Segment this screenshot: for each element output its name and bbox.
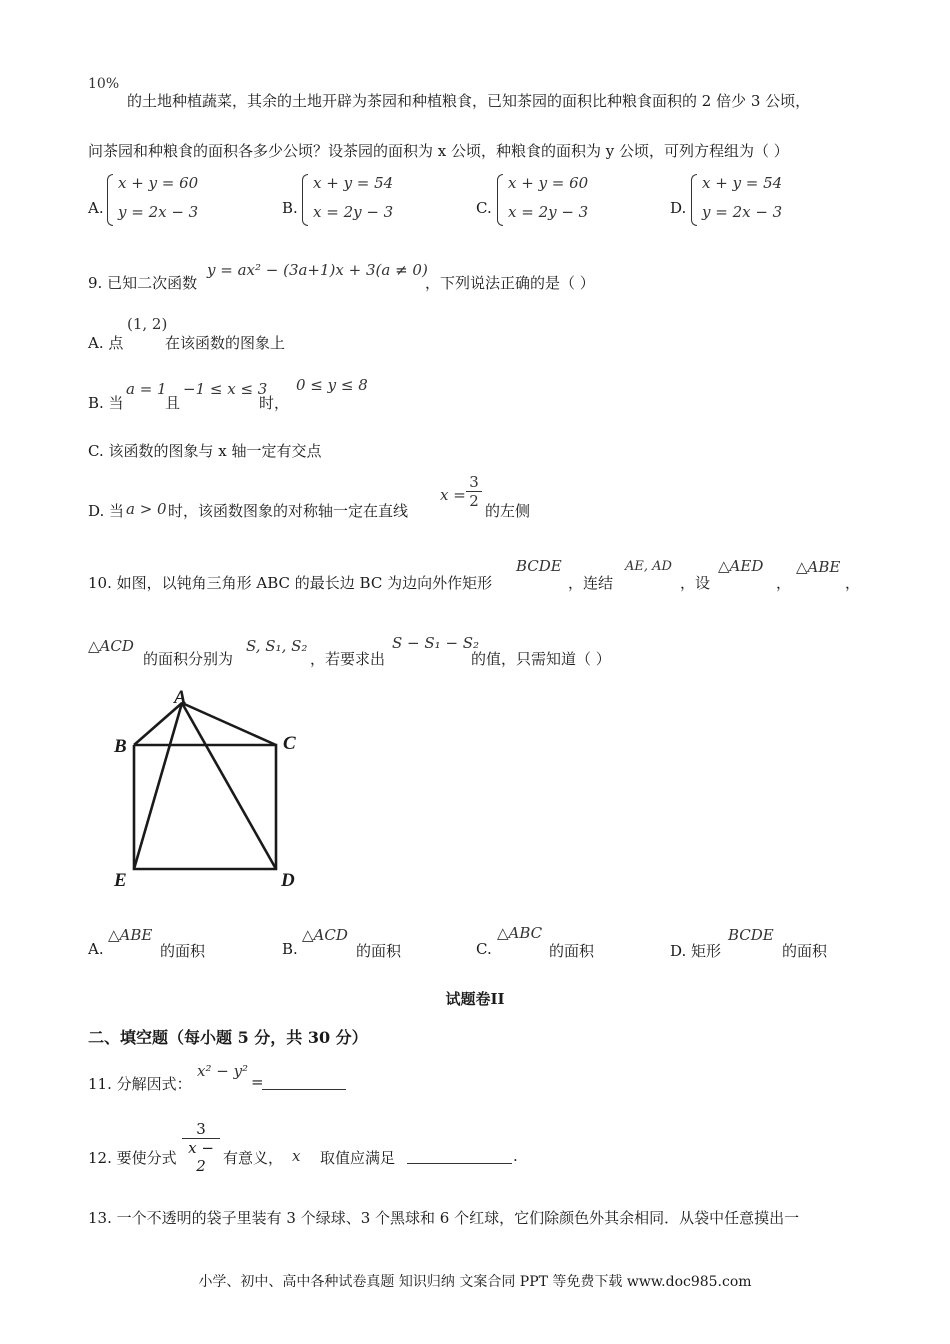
- q12-pre: 12. 要使分式: [88, 1149, 177, 1167]
- q10-option-a-label: A.: [88, 940, 104, 958]
- q10-triangle-aed: △AED: [718, 557, 764, 575]
- vertex-label-e: E: [114, 870, 127, 891]
- q10-figure: [108, 688, 308, 892]
- q9-option-d-pre: D. 当: [88, 502, 125, 520]
- vertex-label-b: B: [114, 736, 127, 757]
- q8-option-b-eq2: x = 2y − 3: [313, 203, 394, 221]
- q10-stem-pre: 10. 如图，以钝角三角形 ABC 的最长边 BC 为边向外作矩形: [88, 574, 493, 592]
- q10-lianjie: ，连结: [568, 574, 614, 592]
- q10-triangle-acd: △ACD: [88, 637, 134, 655]
- q12-end: .: [513, 1147, 518, 1165]
- q10-areas: S, S₁, S₂: [246, 637, 308, 655]
- q10-option-b-label: B.: [282, 940, 298, 958]
- q10-comma-1: ，: [776, 574, 792, 592]
- q8-option-d-eq1: x + y = 54: [702, 174, 783, 192]
- q8-option-c-eq1: x + y = 60: [508, 174, 589, 192]
- vertex-label-a: A: [174, 688, 187, 708]
- q9-option-b-y: 0 ≤ y ≤ 8: [296, 376, 368, 394]
- q9-option-d-x: x =: [440, 486, 466, 504]
- q8-option-c-label: C.: [476, 199, 492, 217]
- q12-var: x: [292, 1147, 301, 1165]
- segment-ad: [182, 703, 276, 869]
- q10-lines: AE, AD: [625, 559, 672, 574]
- q9-option-b-post: 时，: [259, 394, 290, 412]
- q12-answer-blank[interactable]: [407, 1146, 512, 1164]
- q8-option-a-eq1: x + y = 60: [118, 174, 199, 192]
- q9-option-b-a: a = 1: [126, 380, 167, 398]
- vertex-label-d: D: [281, 870, 295, 891]
- fraction-numerator: 3: [182, 1120, 220, 1139]
- q8-option-d-eq2: y = 2x − 3: [702, 203, 783, 221]
- q9-option-d-post: 的左侧: [485, 502, 531, 520]
- q11-pre: 11. 分解因式：: [88, 1075, 192, 1093]
- section-title: 试题卷II: [445, 990, 505, 1008]
- segment-ae: [134, 703, 182, 869]
- fraction-denominator: 2: [469, 492, 479, 510]
- q8-line1: 的土地种植蔬菜，其余的土地开辟为茶园和种植粮食，已知茶园的面积比种粮食面积的 2 倍少 3 公顷，: [127, 92, 811, 110]
- q10-area-pre: 的面积分别为: [143, 650, 234, 668]
- brace-icon: [107, 174, 113, 226]
- q11-answer-blank[interactable]: [262, 1072, 346, 1090]
- fraction-denominator: x − 2: [188, 1139, 214, 1175]
- q10-option-c-math: △ABC: [497, 924, 543, 942]
- q10-post: 的值，只需知道（ ）: [471, 650, 611, 668]
- q10-option-c-label: C.: [476, 940, 492, 958]
- q9-option-a-pre: A. 点: [88, 334, 124, 352]
- q9-option-b-range: −1 ≤ x ≤ 3: [183, 380, 268, 398]
- q9-option-d-cond: a > 0: [126, 500, 167, 518]
- q10-option-a-text: 的面积: [160, 942, 206, 960]
- section-heading: 二、填空题（每小题 5 分，共 30 分）: [88, 1028, 368, 1047]
- q10-option-b-math: △ACD: [302, 926, 348, 944]
- q12-post: 取值应满足: [320, 1149, 396, 1167]
- brace-icon: [302, 174, 308, 226]
- q10-option-a-math: △ABE: [108, 926, 153, 944]
- q9-function: y = ax² − (3a+1)x + 3(a ≠ 0): [207, 261, 428, 279]
- q11-expr: x² − y²: [197, 1062, 249, 1080]
- q12-fraction: [182, 1120, 220, 1175]
- q13-text: 13. 一个不透明的袋子里装有 3 个绿球、3 个黑球和 6 个红球，它们除颜色外其余相同．从袋中任意摸出一: [88, 1209, 800, 1227]
- brace-icon: [497, 174, 503, 226]
- q10-expr: S − S₁ − S₂: [392, 634, 480, 652]
- q10-she: ，设: [680, 574, 711, 592]
- q8-line2: 问茶园和种粮食的面积各多少公顷？设茶园的面积为 x 公顷，种粮食的面积为 y 公顷，可列方程组为（ ）: [88, 142, 789, 160]
- q9-option-c: C. 该函数的图象与 x 轴一定有交点: [88, 442, 322, 460]
- q8-option-b-label: B.: [282, 199, 298, 217]
- q8-option-c-eq2: x = 2y − 3: [508, 203, 589, 221]
- q9-option-b-pre: B. 当: [88, 394, 124, 412]
- q10-comma-2: ，: [845, 574, 861, 592]
- q9-option-b-mid: 且: [165, 394, 181, 412]
- q9-stem-pre: 9. 已知二次函数: [88, 274, 198, 292]
- q10-option-d-math: BCDE: [728, 926, 774, 944]
- q8-option-a-eq2: y = 2x − 3: [118, 203, 199, 221]
- q8-percent: 10%: [88, 76, 120, 92]
- q10-rect: BCDE: [516, 557, 562, 575]
- q9-option-a-post: 在该函数的图象上: [165, 334, 286, 352]
- brace-icon: [691, 174, 697, 226]
- rectangle-bcde: [134, 745, 276, 869]
- fraction-numerator: 3: [466, 473, 482, 492]
- q10-ruo: ，若要求出: [310, 650, 386, 668]
- q10-option-d-text: 的面积: [782, 942, 828, 960]
- q8-option-b-eq1: x + y = 54: [313, 174, 394, 192]
- q12-mid: 有意义，: [223, 1149, 284, 1167]
- segment-ac: [182, 703, 276, 745]
- q10-option-c-text: 的面积: [549, 942, 595, 960]
- vertex-label-c: C: [283, 733, 296, 754]
- q8-option-a-label: A.: [88, 199, 104, 217]
- q9-stem-post: ，下列说法正确的是（ ）: [425, 274, 595, 292]
- q8-option-d-label: D.: [670, 199, 687, 217]
- figure-lines: [134, 703, 276, 869]
- q9-option-d-fraction: [466, 473, 482, 510]
- q11-post: =: [251, 1073, 264, 1091]
- footer-text: 小学、初中、高中各种试卷真题 知识归纳 文案合同 PPT 等免费下载 www.doc985.com: [198, 1274, 752, 1290]
- q9-option-d-mid: 时，该函数图象的对称轴一定在直线: [168, 502, 409, 520]
- q9-option-a-point: (1, 2): [127, 315, 168, 333]
- q10-option-d-label: D. 矩形: [670, 942, 722, 960]
- q10-option-b-text: 的面积: [356, 942, 402, 960]
- q10-triangle-abe: △ABE: [796, 558, 841, 576]
